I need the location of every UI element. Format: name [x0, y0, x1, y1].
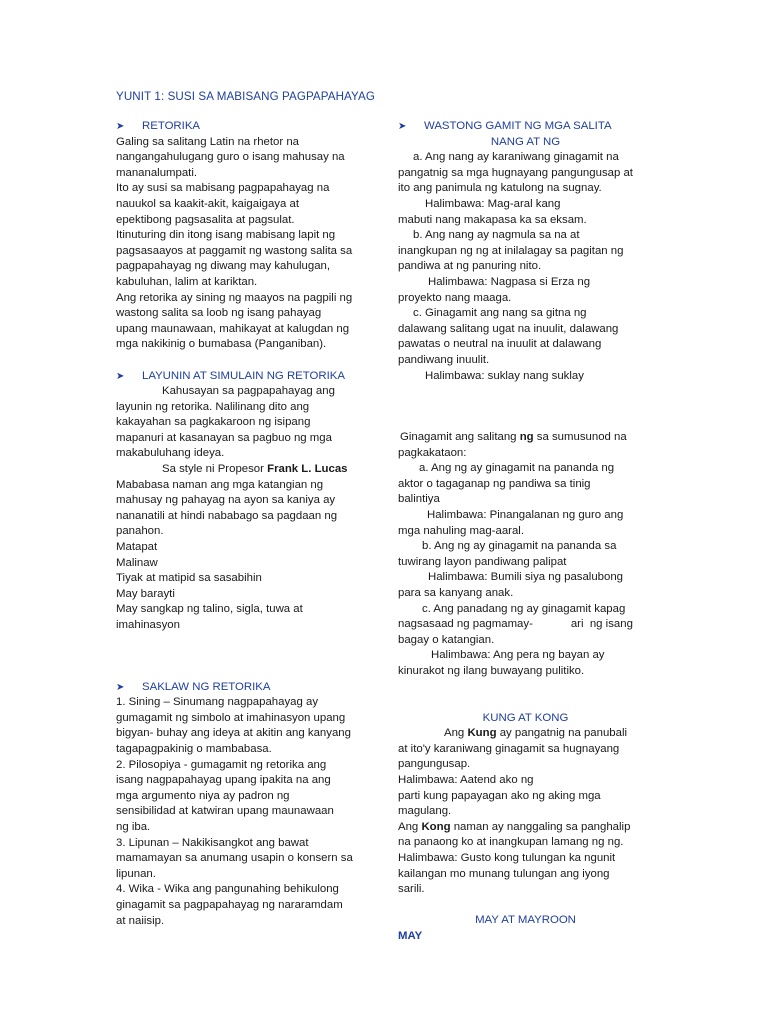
text-line: mananalumpati.: [116, 166, 198, 179]
example-line: proyekto nang maaga.: [398, 291, 512, 304]
page-title: YUNIT 1: SUSI SA MABISANG PAGPAPAHAYAG: [116, 90, 375, 103]
text-line: May sangkap ng talino, sigla, tuwa at: [116, 603, 303, 616]
arrowhead-bullet-icon: ➤: [116, 121, 125, 132]
text-line: nauukol sa kaakit-akit, kaigaigaya at: [116, 197, 299, 210]
section-saklaw: [116, 680, 378, 930]
text-line: a. Ang nang ay karaniwang ginagamit na: [413, 151, 619, 164]
text-line: Matapat: [116, 541, 158, 554]
arrowhead-bullet-icon: ➤: [116, 370, 125, 382]
text-line: pagpapahayag ng diwang may kahulugan,: [116, 260, 331, 273]
author-name: Frank L. Lucas: [267, 463, 348, 476]
text-line: layunin ng retorika. Nalilinang dito ang: [116, 400, 310, 413]
text-line: Kahusayan sa pagpapahayag ang: [162, 385, 335, 398]
text-span: Ginagamit ang salitang: [400, 431, 520, 444]
heading-text: WASTONG GAMIT NG MGA SALITA: [424, 120, 612, 132]
text-line: ginagamit sa pagpapahayag ng nararamdam: [116, 898, 343, 911]
text-block: [398, 322, 653, 369]
text-line: dalawang salitang ugat na inuulit, dalawang: [398, 322, 619, 335]
text-line: bagay o katangian.: [398, 633, 495, 646]
text-line: Halimbawa: Gusto kong tulungan ka ngunit: [398, 851, 616, 864]
example-line: mabuti nang makapasa ka sa eksam.: [398, 213, 587, 226]
subheading: KUNG AT KONG: [482, 711, 569, 724]
section-ng: [398, 430, 653, 680]
text-line: gumagamit ng simbolo at imahinasyon upang: [116, 711, 346, 724]
text-line: May barayti: [116, 587, 175, 600]
section-wastong-gamit: [398, 119, 653, 384]
text-line: Mababasa naman ang mga katangian ng: [116, 478, 324, 491]
style-line: [116, 462, 378, 478]
text-line: c. Ang panadang ng ay ginagamit kapag: [422, 602, 626, 615]
section-retorika: [116, 119, 378, 353]
text-line: Galing sa salitang Latin na rhetor na: [116, 135, 300, 148]
text-line: mahusay ng pahayag na ayon sa kaniya ay: [116, 494, 336, 507]
text-line: upang maunawaan, mahikayat at kalugdan ng: [116, 322, 350, 335]
text-block: [398, 742, 653, 820]
text-line: b. Ang ng ay ginagamit na pananda sa: [422, 540, 617, 553]
text-line: lipunan.: [116, 867, 156, 880]
subheading-may: MAY: [398, 929, 423, 942]
bold-word: Kong: [421, 820, 451, 833]
text-line: magulang.: [398, 805, 452, 818]
bold-word: ng: [519, 431, 534, 444]
subheading: NANG AT NG: [490, 135, 561, 148]
text-line: ito ang panimula ng katulong na sugnay.: [398, 182, 602, 195]
text-line: b. Ang nang ay nagmula sa na at: [413, 229, 580, 242]
section-layunin: [116, 369, 378, 634]
katangian-list: [116, 478, 378, 634]
text-line: aktor o tagaganap ng pandiwa sa tinig: [398, 477, 591, 490]
retorika-paragraphs: [116, 135, 378, 353]
text-line: wastong salita sa loob ng isang pahayag: [116, 307, 322, 320]
text-span: Sa style ni Propesor: [162, 463, 268, 476]
text-line: Ang retorika ay sining ng maayos na pagpili ng: [116, 291, 353, 304]
text-line: kabuluhan, lalim at kariktan.: [116, 275, 258, 288]
text-block: [398, 477, 653, 508]
example-line: Halimbawa: Nagpasa si Erza ng: [428, 275, 591, 288]
layunin-paragraph: [116, 400, 378, 462]
bold-word: Kung: [467, 727, 497, 740]
section-heading: [116, 680, 378, 696]
left-column: [116, 119, 378, 929]
text-line: 1. Sining – Sinumang nagpapahayag ay: [116, 696, 319, 709]
text-line: pandiwang inuulit.: [398, 353, 490, 366]
example-line: mga nahuling mag-aaral.: [398, 524, 525, 537]
text-span: Ang: [444, 727, 468, 740]
saklaw-list: [116, 695, 378, 929]
text-line: tuwirang layon pandiwang palipat: [398, 555, 567, 568]
text-line: Malinaw: [116, 556, 158, 569]
text-line: isang nagpapahayag upang ipakita na ang: [116, 774, 331, 787]
example-line: kinurakot ng ilang buwayang pulitiko.: [398, 665, 585, 677]
text-line: mga nakikinig o bumabasa (Panganiban).: [116, 338, 327, 351]
text-line: a. Ang ng ay ginagamit na pananda ng: [419, 462, 615, 475]
heading-text: SAKLAW NG RETORIKA: [142, 680, 271, 693]
text-line: nagsasaad ng pagmamay- ari ng isang: [398, 618, 633, 631]
text-line: pagsasaayos at paggamit ng wastong salita sa: [116, 244, 353, 257]
intro-line: [398, 430, 653, 446]
text-line: balintiya: [398, 493, 440, 506]
section-may-at-mayroon: [398, 913, 653, 944]
right-column: [398, 119, 653, 945]
section-heading: [116, 369, 378, 385]
text-line: kakayahan sa pagkakaroon ng isipang: [116, 416, 311, 429]
text-line: mamamayan sa anumang usapin o konsern sa: [116, 852, 353, 865]
text-line: Itinuturing din itong isang mabisang lapit ng: [116, 229, 336, 242]
text-line: makabuluhang ideya.: [116, 447, 225, 460]
text-line: tagapagpakinig o mambabasa.: [116, 742, 272, 755]
text-line: at ito'y karaniwang ginagamit sa hugnayang: [398, 742, 620, 755]
text-line: c. Ginagamit ang nang sa gitna ng: [413, 307, 587, 320]
section-heading: [398, 119, 653, 135]
text-line: pawatas o neutral na inuulit at dalawang: [398, 338, 602, 351]
text-line: panahon.: [116, 525, 164, 538]
text-line: bigyan- buhay ang ideya at akitin ang kanyang: [116, 727, 351, 740]
text-line: [398, 726, 653, 742]
text-line: pagkakataon:: [398, 446, 467, 459]
text-line: pangatnig sa mga hugnayang pangungusap at: [398, 166, 633, 179]
example-line: para sa kanyang anak.: [398, 587, 514, 600]
text-span: sa sumusunod na: [533, 431, 627, 444]
example-line: Halimbawa: Ang pera ng bayan ay: [431, 649, 605, 662]
text-line: pangungusap.: [398, 758, 471, 771]
text-line: kailangan mo munang tulungan ang iyong: [398, 867, 610, 880]
text-line: epektibong pagsasalita at pagsulat.: [116, 213, 295, 226]
text-line: [398, 820, 653, 836]
text-line: mga argumento niya ay padron ng: [116, 789, 290, 802]
text-line: ng iba.: [116, 820, 151, 833]
text-line: nangangahulugang guro o isang mahusay na: [116, 151, 345, 164]
text-line: sensibilidad at katwiran upang maunawaan: [116, 805, 334, 818]
heading-text: RETORIKA: [142, 120, 201, 132]
arrowhead-bullet-icon: ➤: [398, 121, 407, 132]
subheading: MAY AT MAYROON: [475, 914, 576, 927]
arrowhead-bullet-icon: ➤: [116, 681, 125, 693]
text-block: [398, 835, 653, 897]
text-line: 4. Wika - Wika ang pangunahing behikulong: [116, 883, 339, 896]
text-line: imahinasyon: [116, 619, 180, 631]
text-span: naman ay nanggaling sa panghalip: [450, 820, 631, 833]
text-line: 3. Lipunan – Nakikisangkot ang bawat: [116, 836, 309, 849]
text-line: mapanuri at kasanayan sa pagbuo ng mga: [116, 431, 332, 444]
example-line: Halimbawa: Bumili siya ng pasalubong: [428, 571, 624, 584]
example-line: Halimbawa: Mag-aral kang: [425, 197, 561, 210]
text-block: [398, 244, 653, 275]
section-kung-at-kong: [398, 711, 653, 898]
text-line: Halimbawa: Aatend ako ng: [398, 773, 534, 786]
text-line: 2. Pilosopiya - gumagamit ng retorika ang: [116, 758, 327, 771]
text-line: Tiyak at matipid sa sasabihin: [116, 572, 262, 585]
text-span: Ang: [398, 820, 422, 833]
text-span: ay pangatnig na panubali: [496, 727, 628, 740]
section-heading: [116, 119, 378, 135]
example-line: Halimbawa: suklay nang suklay: [425, 369, 584, 382]
text-line: parti kung papayagan ako ng aking mga: [398, 789, 601, 802]
text-line: at naiisip.: [116, 914, 165, 927]
text-line: nananatili at hindi nababago sa pagdaan ng: [116, 509, 338, 522]
text-line: sarili.: [398, 883, 425, 896]
text-block: [398, 166, 653, 197]
heading-text: LAYUNIN AT SIMULAIN NG RETORIKA: [142, 369, 345, 382]
example-line: Halimbawa: Pinangalanan ng guro ang: [427, 509, 624, 522]
text-line: na panaong ko at inangkupan lamang ng ng.: [398, 836, 624, 849]
text-line: Ito ay susi sa mabisang pagpapahayag na: [116, 182, 330, 195]
text-line: inangkupan ng ng at inilalagay sa pagitan ng: [398, 244, 624, 257]
text-line: pandiwa at ng panuring nito.: [398, 260, 542, 273]
